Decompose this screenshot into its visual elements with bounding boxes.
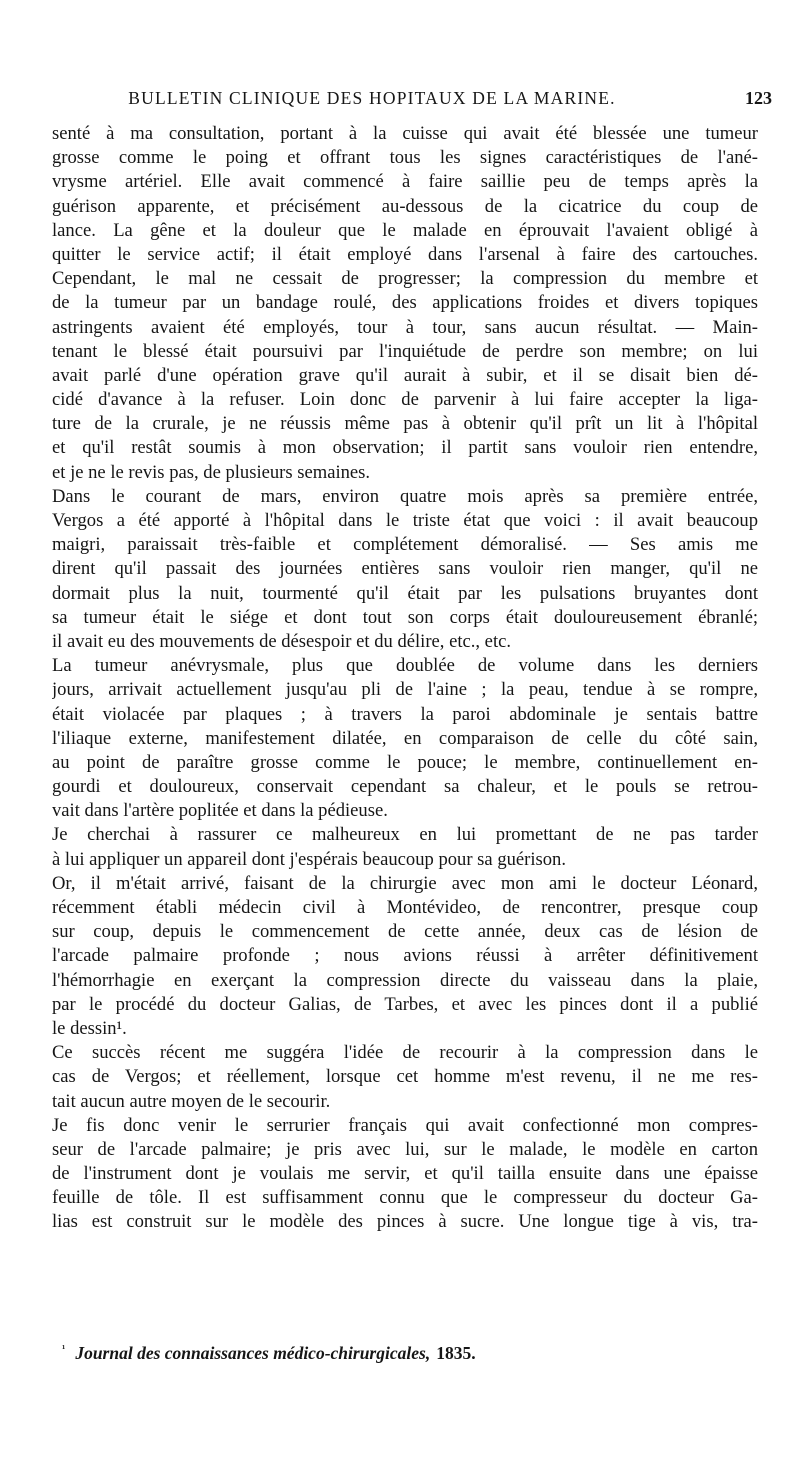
text-line: dirent qu'il passait des journées entières sans vouloir rien manger, qu'il ne	[52, 558, 758, 580]
text-line: et je ne le revis pas, de plusieurs semaines.	[52, 461, 371, 483]
text-line: l'iliaque externe, manifestement dilatée, en comparaison de celle du côté sain,	[52, 727, 758, 749]
footnote-mark: ¹	[62, 1343, 66, 1355]
text-line: feuille de tôle. Il est suffisamment connu que le compresseur du docteur Ga-	[52, 1187, 758, 1209]
text-line: était violacée par plaques ; à travers la paroi abdominale je sentais battre	[52, 703, 758, 725]
text-line: senté à ma consultation, portant à la cuisse qui avait été blessée une tumeur	[52, 123, 758, 144]
text-line: récemment établi médecin civil à Montévideo, de rencontrer, presque coup	[52, 897, 758, 918]
text-line: Or, il m'était arrivé, faisant de la chirurgie avec mon ami le docteur Léonard,	[52, 872, 758, 894]
text-line: au point de paraître grosse comme le pouce; le membre, continuellement en-	[52, 751, 758, 773]
running-head	[52, 86, 772, 110]
footnote-journal: Journal des connaissances médico-chirurgicales,	[75, 1342, 431, 1363]
text-line: sur coup, depuis le commencement de cette année, deux cas de lésion de	[52, 921, 758, 943]
text-line: sa tumeur était le siége et dont tout son corps était douloureusement ébranlé;	[52, 606, 758, 628]
text-line: ture de la crurale, je ne réussis même pas à obtenir qu'il prît un lit à l'hôpital	[52, 413, 758, 435]
text-line: maigri, paraissait très-faible et complétement démoralisé. — Ses amis me	[52, 534, 758, 556]
text-line: de la tumeur par un bandage roulé, des applications froides et divers topiques	[52, 292, 758, 314]
text-line: cas de Vergos; et réellement, lorsque cet homme m'est revenu, il ne me res-	[52, 1066, 758, 1088]
text-line: lias est construit sur le modèle des pinces à sucre. Une longue tige à vis, tra-	[52, 1211, 758, 1233]
text-line: vait dans l'artère poplitée et dans la pédieuse.	[52, 800, 388, 822]
text-line: de l'instrument dont je voulais me servir, et qu'il tailla ensuite dans une épaisse	[52, 1163, 758, 1185]
text-line: l'hémorrhagie en exerçant la compression directe du vaisseau dans la plaie,	[52, 969, 758, 991]
text-line: Dans le courant de mars, environ quatre mois après sa première entrée,	[52, 485, 758, 507]
text-line: jours, arrivait actuellement jusqu'au pli de l'aine ; la peau, tendue à se rompre,	[52, 679, 758, 701]
body-text	[52, 122, 758, 1235]
text-line: quitter le service actif; il était employé dans l'arsenal à faire des cartouches.	[52, 243, 758, 265]
text-line: dormait plus la nuit, tourmenté qu'il était par les pulsations bruyantes dont	[52, 582, 758, 604]
running-title: BULLETIN CLINIQUE DES HOPITAUX DE LA MARINE.	[128, 88, 616, 108]
text-line: par le procédé du docteur Galias, de Tarbes, et avec les pinces dont il a publié	[52, 993, 758, 1015]
text-line: Cependant, le mal ne cessait de progresser; la compression du membre et	[52, 268, 758, 290]
text-line: Je cherchai à rassurer ce malheureux en lui promettant de ne pas tarder	[52, 824, 758, 846]
text-line: avait parlé d'une opération grave qu'il aurait à subir, et il se disait bien dé-	[52, 364, 758, 386]
text-line: vrysme artériel. Elle avait commencé à faire saillie peu de temps après la	[52, 171, 758, 193]
text-line: et qu'il restât soumis à mon observation; il partit sans vouloir rien entendre,	[52, 437, 758, 459]
text-line: tait aucun autre moyen de le secourir.	[52, 1090, 331, 1112]
text-line: grosse comme le poing et offrant tous les signes caractéristiques de l'ané-	[52, 147, 758, 169]
text-line: gourdi et douloureux, conservait cependant sa chaleur, et le pouls se retrou-	[52, 776, 758, 798]
text-line: le dessin¹.	[52, 1017, 127, 1039]
page-number: 123	[745, 88, 772, 108]
text-line: à lui appliquer un appareil dont j'espérais beaucoup pour sa guérison.	[52, 848, 567, 870]
text-line: La tumeur anévrysmale, plus que doublée de volume dans les derniers	[52, 655, 758, 677]
footnote	[62, 1337, 742, 1365]
text-line: seur de l'arcade palmaire; je pris avec lui, sur le malade, le modèle en carton	[52, 1138, 758, 1160]
text-line: lance. La gêne et la douleur que le malade en éprouvait l'avaient obligé à	[52, 219, 758, 241]
text-line: astringents avaient été employés, tour à tour, sans aucun résultat. — Main-	[52, 316, 758, 338]
text-line: cidé d'avance à la refuser. Loin donc de parvenir à lui faire accepter la liga-	[52, 389, 758, 411]
footnote-year: 1835.	[436, 1342, 476, 1363]
text-line: il avait eu des mouvements de désespoir et du délire, etc., etc.	[52, 630, 512, 652]
text-line: guérison apparente, et précisément au-dessous de la cicatrice du coup de	[52, 195, 758, 217]
text-line: Ce succès récent me suggéra l'idée de recourir à la compression dans le	[52, 1042, 758, 1064]
text-line: l'arcade palmaire profonde ; nous avions réussi à arrêter définitivement	[52, 945, 758, 967]
text-line: Je fis donc venir le serrurier français qui avait confectionné mon compres-	[52, 1114, 758, 1136]
text-line: tenant le blessé était poursuivi par l'inquiétude de perdre son membre; on lui	[52, 340, 758, 362]
text-line: Vergos a été apporté à l'hôpital dans le triste état que voici : il avait beaucoup	[52, 510, 758, 531]
